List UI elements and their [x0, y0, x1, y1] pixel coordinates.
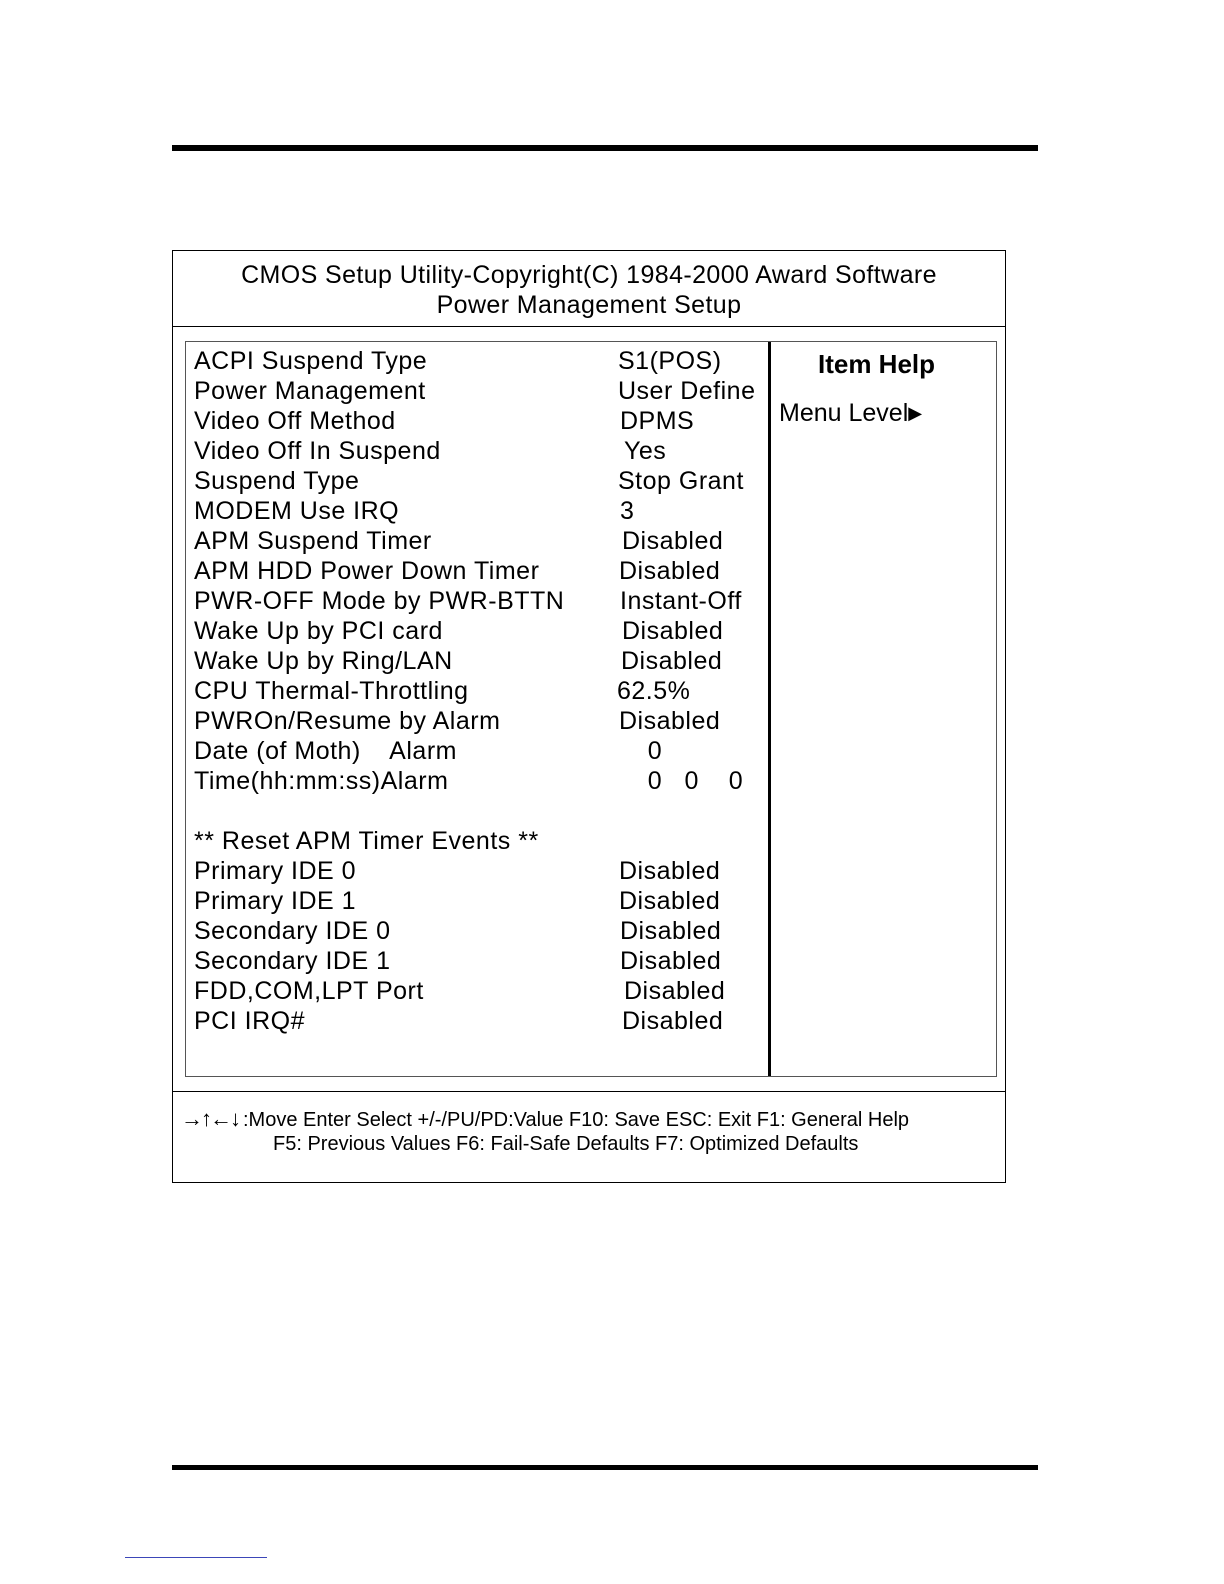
setting-value[interactable]: Yes: [624, 437, 667, 465]
setting-value[interactable]: 3: [620, 497, 635, 525]
triangle-right-icon: ▶: [908, 403, 923, 423]
setting-label: Secondary IDE 0: [194, 917, 391, 945]
reset-apm-section-title: ** Reset APM Timer Events **: [194, 827, 539, 855]
setting-value[interactable]: Disabled: [622, 617, 724, 645]
setting-value[interactable]: Disabled: [621, 647, 723, 675]
setting-label: Wake Up by PCI card: [194, 617, 443, 645]
setting-row-apm-suspend-timer[interactable]: [194, 526, 769, 556]
bios-header: [173, 251, 1005, 327]
setting-label: PCI IRQ#: [194, 1007, 305, 1035]
setting-value[interactable]: User Define: [618, 377, 756, 405]
setting-value[interactable]: 0 0 0: [618, 767, 744, 795]
setting-value[interactable]: Disabled: [620, 917, 722, 945]
setting-row-wake-up-by-pci-card[interactable]: [194, 616, 769, 646]
page-title: Power Management Setup: [436, 291, 742, 319]
setting-label: Primary IDE 1: [194, 887, 357, 915]
setting-label: PWROn/Resume by Alarm: [194, 707, 501, 735]
menu-level: [779, 398, 922, 428]
setting-label: FDD,COM,LPT Port: [194, 977, 424, 1005]
setting-value[interactable]: Disabled: [622, 1007, 724, 1035]
setting-row-modem-use-irq[interactable]: [194, 496, 769, 526]
setting-label: Video Off In Suspend: [194, 437, 441, 465]
setting-value[interactable]: Disabled: [622, 527, 724, 555]
setting-value[interactable]: 0: [618, 737, 663, 765]
setting-label: Video Off Method: [194, 407, 396, 435]
setting-row-primary-ide-1[interactable]: [194, 886, 769, 916]
setting-label: APM HDD Power Down Timer: [194, 557, 540, 585]
setting-value[interactable]: DPMS: [620, 407, 695, 435]
key-legend: [173, 1091, 1005, 1182]
setting-value[interactable]: Disabled: [620, 947, 722, 975]
setting-label: ACPI Suspend Type: [194, 347, 428, 375]
setting-row-date-alarm[interactable]: [194, 736, 769, 766]
bottom-rule: [172, 1465, 1038, 1470]
setting-label: APM Suspend Timer: [194, 527, 432, 555]
setting-label: Power Management: [194, 377, 426, 405]
setting-value[interactable]: S1(POS): [618, 347, 722, 375]
setting-label: Time(hh:mm:ss)Alarm: [194, 767, 449, 795]
setting-row-pwr-off-mode[interactable]: [194, 586, 769, 616]
setting-row-pci-irq[interactable]: [194, 1006, 769, 1036]
setting-row-acpi-suspend-type[interactable]: [194, 346, 769, 376]
help-divider: [768, 342, 771, 1076]
setting-row-apm-hdd-power-down-timer[interactable]: [194, 556, 769, 586]
setting-row-primary-ide-0[interactable]: [194, 856, 769, 886]
key-legend-line-2: F5: Previous Values F6: Fail-Safe Defaults F7: Optimized Defaults: [273, 1133, 859, 1155]
arrow-keys-icon: →↑←↓: [181, 1106, 239, 1131]
setting-value[interactable]: Disabled: [619, 557, 721, 585]
copyright-line: CMOS Setup Utility-Copyright(C) 1984-2000 Award Software: [241, 261, 937, 289]
setting-row-suspend-type[interactable]: [194, 466, 769, 496]
setting-row-pwron-resume-by-alarm[interactable]: [194, 706, 769, 736]
setting-label: Primary IDE 0: [194, 857, 357, 885]
setting-value[interactable]: Disabled: [624, 977, 726, 1005]
setting-value[interactable]: Disabled: [619, 857, 721, 885]
setting-value[interactable]: Instant-Off: [620, 587, 742, 615]
setting-label: Secondary IDE 1: [194, 947, 391, 975]
setting-label: Date (of Moth) Alarm: [194, 737, 457, 765]
setting-row-secondary-ide-1[interactable]: [194, 946, 769, 976]
setting-row-power-management[interactable]: [194, 376, 769, 406]
setting-row-video-off-method[interactable]: [194, 406, 769, 436]
setting-row-fdd-com-lpt-port[interactable]: [194, 976, 769, 1006]
setting-label: MODEM Use IRQ: [194, 497, 400, 525]
menu-level-label: Menu Level: [779, 399, 909, 427]
setting-label: PWR-OFF Mode by PWR-BTTN: [194, 587, 565, 615]
top-rule: [172, 145, 1038, 151]
setting-value[interactable]: Disabled: [619, 887, 721, 915]
bios-window: [172, 250, 1006, 1183]
setting-value[interactable]: Disabled: [619, 707, 721, 735]
setting-row-secondary-ide-0[interactable]: [194, 916, 769, 946]
setting-row-cpu-thermal-throttling[interactable]: [194, 676, 769, 706]
footer-link-underline: [125, 1557, 267, 1558]
setting-label: Suspend Type: [194, 467, 360, 495]
key-legend-line-1: [181, 1106, 909, 1132]
setting-row-time-alarm[interactable]: [194, 766, 769, 796]
setting-label: Wake Up by Ring/LAN: [194, 647, 453, 675]
key-legend-text-1: :Move Enter Select +/-/PU/PD:Value F10: Save ESC: Exit F1: General Help: [243, 1109, 910, 1131]
setting-value[interactable]: Stop Grant: [618, 467, 744, 495]
setting-row-wake-up-by-ring-lan[interactable]: [194, 646, 769, 676]
item-help-title: Item Help: [818, 349, 936, 379]
setting-row-video-off-in-suspend[interactable]: [194, 436, 769, 466]
setting-label: CPU Thermal-Throttling: [194, 677, 469, 705]
settings-panel: [185, 341, 997, 1077]
setting-value[interactable]: 62.5%: [617, 677, 691, 705]
